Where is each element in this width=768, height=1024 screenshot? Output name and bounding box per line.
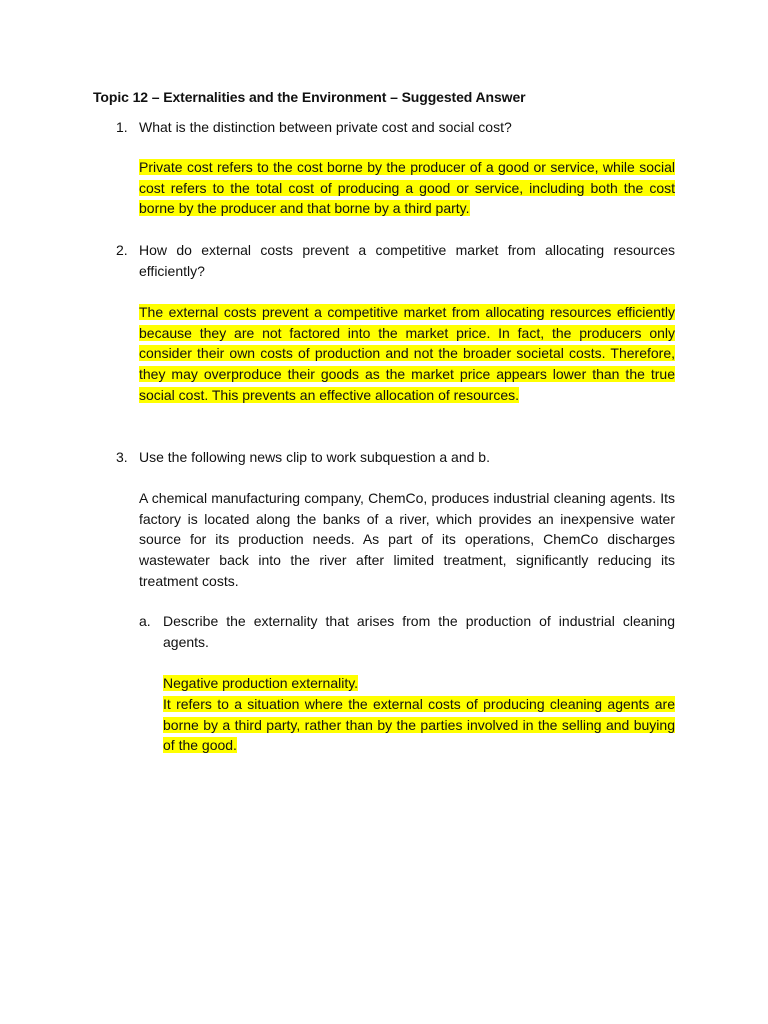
question-number-1: 1. [116,119,128,135]
question-1-text: What is the distinction between private cost and social cost? [139,119,512,135]
subquestion-a-answer-highlight: It refers to a situation where the external costs of producing cleaning agents are borne by a third party, rather than by the parties involved in the selling and buying of the good. [163,696,675,754]
question-number-2: 2. [116,242,128,258]
subquestion-letter-a: a. [139,613,151,629]
answer-1-highlight: Private cost refers to the cost borne by the producer of a good or service, while social cost refers to the total cost of producing a good or service, including both the cost borne by the producer and that borne by a third party. [139,159,675,217]
answer-2-highlight: The external costs prevent a competitive market from allocating resources efficiently because they are not factored into the market price. In fact, the producers only consider their own costs of production and not the broader societal costs. Therefore, they may overproduce their goods as the market price appears lower than the true social cost. This prevents an effective allocation of resources. [139,304,675,403]
subquestion-a-answer [163,694,675,756]
subquestion-a-answer-title-highlight: Negative production externality. [163,675,359,691]
question-3-text: Use the following news clip to work subquestion a and b. [139,449,490,465]
answer-2 [139,302,675,406]
question-number-3: 3. [116,449,128,465]
document-title: Topic 12 – Externalities and the Environment – Suggested Answer [93,89,526,105]
answer-1 [139,157,675,219]
question-2-text: How do external costs prevent a competitive market from allocating resources efficiently? [139,242,675,279]
news-clip: A chemical manufacturing company, ChemCo, produces industrial cleaning agents. Its factory is located along the banks of a river, which provides an inexpensive water source for its production needs. As part of its operations, ChemCo discharges wastewater back into the river after limited treatment, significantly reducing its treatment costs. [139,490,675,589]
subquestion-a-text: Describe the externality that arises from the production of industrial cleaning agents. [163,613,675,650]
subquestion-a-answer-title [163,673,675,694]
